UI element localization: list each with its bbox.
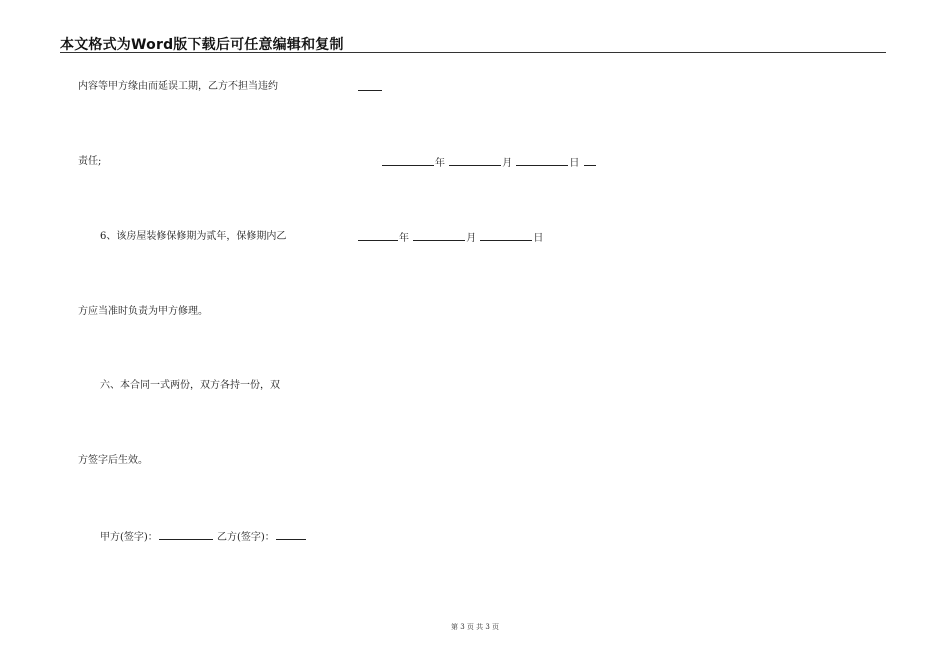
blank-field [357, 80, 383, 96]
contract-line-delay-clause [78, 80, 278, 94]
day-blank [516, 155, 568, 166]
date-field-1 [381, 155, 597, 171]
contract-line-effective [78, 454, 148, 468]
day-label: 日 [569, 158, 580, 169]
month-blank [449, 155, 501, 166]
month-blank [413, 230, 465, 241]
year-blank [358, 230, 398, 241]
page-number-footer: 第 3 页 共 3 页 [450, 623, 500, 631]
document-header-title: 本文格式为Word版下载后可任意编辑和复制 [60, 37, 344, 53]
month-label: 月 [466, 233, 477, 244]
clause-text: 方应当准时负责为甲方修理。 [78, 306, 208, 317]
signature-blank [358, 80, 382, 91]
clause-text: 内容等甲方缘由而延误工期，乙方不担当违约 [78, 81, 278, 92]
month-label: 月 [502, 158, 513, 169]
year-blank [382, 155, 434, 166]
clause-text: 6、该房屋装修保修期为贰年，保修期内乙 [100, 231, 287, 242]
day-label: 日 [533, 233, 544, 244]
day-blank [480, 230, 532, 241]
contract-line-liability [78, 155, 101, 169]
party-a-signature-blank [159, 529, 213, 540]
year-label: 年 [435, 158, 445, 169]
party-b-label: 乙方(签字)： [217, 532, 275, 543]
contract-line-repair [78, 305, 208, 319]
party-b-signature-blank [276, 529, 306, 540]
trailing-blank [584, 155, 596, 166]
contract-line-warranty [100, 230, 286, 244]
clause-text: 责任; [78, 156, 102, 167]
header-divider [60, 52, 886, 53]
contract-line-copies [100, 379, 280, 393]
signature-line [100, 529, 307, 545]
year-label: 年 [399, 233, 409, 244]
clause-text: 六、本合同一式两份，双方各持一份，双 [100, 380, 280, 391]
clause-text: 方签字后生效。 [78, 455, 148, 466]
party-a-label: 甲方(签字)： [100, 532, 158, 543]
date-field-2 [357, 230, 543, 246]
